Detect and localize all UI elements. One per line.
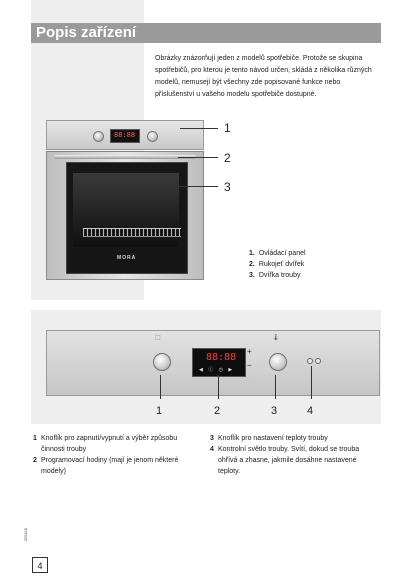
clock-buttons: ◀ ⓘ ◷ ▶: [199, 367, 235, 373]
oven-door-handle: [54, 155, 196, 159]
parts-list-item: [249, 259, 306, 270]
callout-line-3: [178, 186, 218, 187]
controls-list-item: [210, 444, 380, 477]
parts-item-label: Ovládací panel: [258, 250, 306, 257]
parts-item-number: 1.: [249, 250, 255, 257]
callout-tick-4: [311, 366, 312, 399]
parts-item-number: 3.: [249, 272, 255, 279]
control-panel-illustration: [46, 330, 380, 396]
oven-knob-left: [93, 131, 104, 142]
callout-line-1: [180, 128, 218, 129]
plus-icon: +: [247, 347, 252, 356]
panel-callout-1: 1: [156, 405, 163, 417]
function-icon: ⬚: [155, 335, 161, 341]
controls-list-right: [210, 433, 380, 477]
callout-number-2: 2: [224, 151, 231, 165]
parts-item-label: Dvířka trouby: [258, 272, 301, 279]
intro-paragraph: Obrázky znázorňují jeden z modelů spotřebiče. Protože se skupina spotřebičů, pro kterou je tento návod určen, skládá z několika různých modelů, nemusejí být všechny zde popisované funkce nebo příslušenství u vašeho modelu spotřebiče dostupné.: [155, 55, 372, 98]
controls-list-item: [210, 433, 380, 444]
callout-tick-2: [218, 375, 219, 399]
document-code: 320425: [23, 528, 28, 542]
thermometer-icon: 🌡: [272, 335, 280, 341]
oven-illustration: [46, 120, 204, 280]
oven-door: [66, 162, 188, 274]
callout-number-3: 3: [224, 180, 231, 194]
callout-tick-1: [160, 375, 161, 399]
controls-item-number: 4: [210, 446, 214, 453]
clock-digits: 88:88: [206, 352, 237, 363]
section-title: Popis zařízení: [31, 23, 381, 43]
parts-item-label: Rukojeť dvířek: [258, 261, 305, 268]
controls-list-item: [33, 455, 201, 477]
temperature-knob: [269, 353, 287, 371]
parts-list: [249, 248, 306, 281]
oven-rack: [83, 228, 181, 237]
controls-item-label: Knoflík pro nastavení teploty trouby: [218, 435, 328, 442]
panel-callout-3: 3: [271, 405, 278, 417]
controls-item-label: Kontrolní světlo trouby. Svítí, dokud se trouba ohřívá a zhasne, jakmile dosáhne nastavené teploty.: [218, 446, 360, 475]
function-knob: [153, 353, 171, 371]
callout-number-1: 1: [224, 121, 231, 135]
controls-list-left: [33, 433, 201, 477]
oven-clock-digits: 88:88: [114, 131, 136, 139]
indicator-light: [315, 358, 321, 364]
page-number: 4: [32, 557, 48, 573]
oven-clock: [110, 129, 140, 143]
callout-tick-3: [275, 375, 276, 399]
panel-callout-2: 2: [214, 405, 221, 417]
page-margin: [0, 0, 31, 584]
controls-item-number: 1: [33, 435, 37, 442]
oven-brand-logo: MORA: [117, 255, 137, 261]
minus-icon: −: [247, 361, 252, 370]
parts-item-number: 2.: [249, 261, 255, 268]
parts-list-item: [249, 270, 306, 281]
controls-item-label: Programovací hodiny (mají je jenom některé modely): [41, 457, 179, 475]
oven-knob-right: [147, 131, 158, 142]
programmable-clock: [192, 348, 246, 377]
controls-item-number: 2: [33, 457, 37, 464]
oven-control-panel: [46, 120, 204, 150]
controls-item-number: 3: [210, 435, 214, 442]
controls-item-label: Knoflík pro zapnutí/vypnutí a výběr způsobu činnosti trouby: [41, 435, 178, 453]
panel-callout-4: 4: [307, 405, 314, 417]
parts-list-item: [249, 248, 306, 259]
oven-window: [73, 173, 179, 247]
callout-line-2: [178, 157, 218, 158]
controls-list-item: [33, 433, 201, 455]
lamp-symbol-icon: [307, 358, 313, 364]
